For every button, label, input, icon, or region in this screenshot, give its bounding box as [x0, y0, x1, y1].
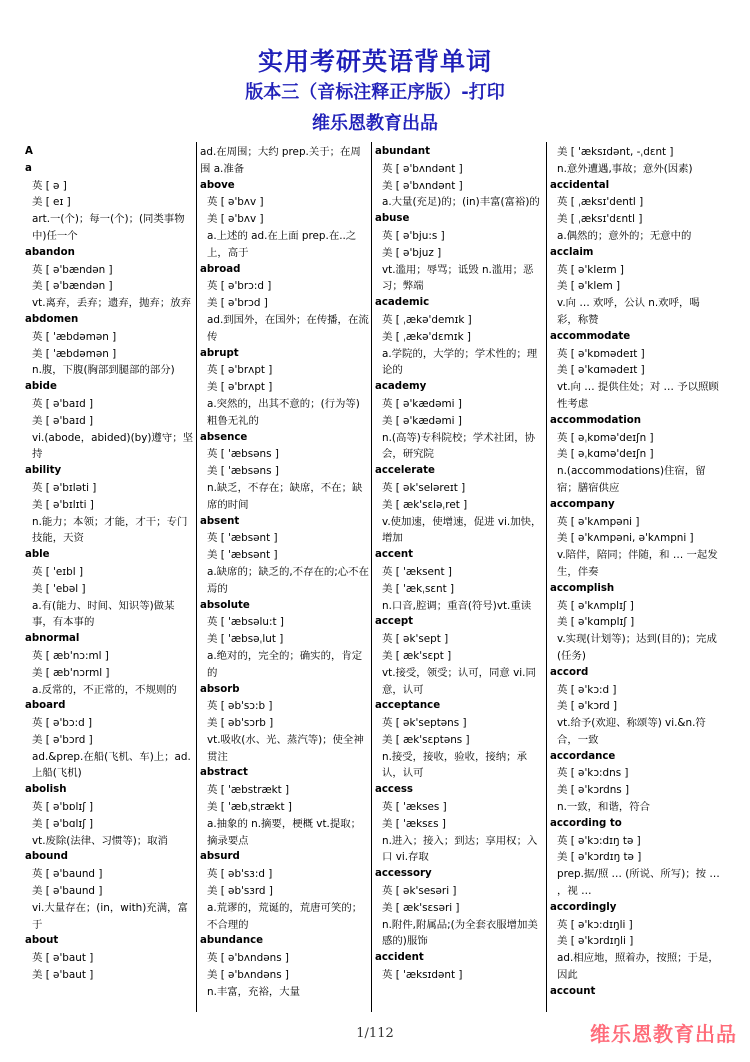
definition: n.一致，和谐，符合	[557, 801, 651, 814]
pronunciation: 英 [ əb'sɔ:b ]	[207, 700, 273, 713]
pronunciation: 美 [ ə'kædəmi ]	[382, 414, 462, 427]
definition: vi.(abode，abided)(by)遵守；坚持	[32, 431, 193, 461]
headword: according to	[550, 817, 622, 829]
pronunciation: 美 [ ə'kɔrdɪŋ tə ]	[557, 851, 642, 864]
headword: abandon	[25, 246, 75, 258]
pronunciation: 英 [ 'æbsənt ]	[207, 532, 278, 545]
headword: absorb	[200, 683, 240, 695]
pronunciation: 英 [ 'æbsəlu:t ]	[207, 616, 284, 629]
pronunciation: 英 [ 'æbsəns ]	[207, 448, 279, 461]
pronunciation: 英 [ 'æbstrækt ]	[207, 784, 290, 797]
definition: a.有(能力、时间、知识等)做某事，有本事的	[32, 599, 175, 629]
definition: n.(高等)专科院校；学术社团，协会，研究院	[382, 431, 536, 461]
document-title: 实用考研英语背单词	[257, 47, 492, 76]
pronunciation: 英 [ ə'kɒmədeɪt ]	[557, 347, 645, 360]
definition: n.腹，下腹(胸部到腿部的部分)	[32, 364, 175, 377]
pronunciation: 美 [ 'æbsənt ]	[207, 549, 278, 562]
headword: abundance	[200, 935, 264, 947]
headword: accordingly	[550, 901, 617, 913]
headword: accord	[550, 666, 589, 678]
pronunciation: 英 [ ə'baɪd ]	[32, 397, 94, 410]
headword: accordance	[550, 750, 616, 762]
column-divider	[371, 142, 372, 1012]
headword: access	[375, 784, 413, 796]
definition: ad.在周围；大约 prep.关于；在周围 a.准备	[200, 146, 361, 175]
pronunciation: 英 [ ə'bændən ]	[32, 263, 113, 276]
pronunciation: 英 [ ə ]	[32, 179, 67, 192]
document-subtitle: 版本三（音标注释正序版）-打印	[245, 82, 505, 103]
pronunciation: 美 [ ə'kɑmplɪʃ ]	[557, 616, 635, 629]
vocab-column-3	[375, 144, 545, 1012]
pronunciation: 美 [ əˌkɑmə'deɪʃn ]	[557, 448, 654, 461]
pronunciation: 英 [ ə'bʌndənt ]	[382, 162, 463, 175]
definition: v.实现(计划等)；达到(目的)；完成(任务)	[557, 633, 717, 662]
definition: n.能力；本领；才能，才干；专门技能，天资	[32, 515, 188, 545]
pronunciation: 英 [ 'eɪbl ]	[32, 565, 83, 578]
definition: vt.向 … 提供住处；对 … 予以照顾性考虑	[557, 381, 719, 410]
pronunciation: 美 [ ə'kʌmpəni, ə'kʌmpni ]	[557, 532, 694, 545]
definition: n.进入；接入；到达；享用权；入口 vi.存取	[382, 834, 538, 864]
pronunciation: 美 [ ə'baɪd ]	[32, 414, 94, 427]
pronunciation: 英 [ əb'sɜ:d ]	[207, 868, 273, 881]
pronunciation: 英 [ ə'bʌv ]	[207, 196, 264, 209]
pronunciation: 英 [ ə'brʌpt ]	[207, 364, 273, 377]
pronunciation: 英 [ ə'baund ]	[32, 868, 103, 881]
pronunciation: 美 [ 'æbsəns ]	[207, 465, 279, 478]
pronunciation: 美 [ ə'bɔrd ]	[32, 733, 93, 746]
pronunciation: 英 [ ə'bɪləti ]	[32, 481, 97, 494]
headword: abnormal	[25, 633, 80, 645]
headword: able	[25, 549, 50, 561]
pronunciation: 英 [ ə'kɔ:d ]	[557, 683, 617, 696]
pronunciation: 美 [ æk'sɛləˌret ]	[382, 498, 468, 511]
definition: ad.&prep.在船(飞机、车)上；ad.上船(飞机)	[32, 750, 191, 780]
pronunciation: 美 [ ə'kɔrd ]	[557, 700, 618, 713]
definition: a.偶然的；意外的；无意中的	[557, 229, 692, 242]
definition: vt.离弃，丢弃；遗弃，抛弃；放弃	[32, 297, 191, 310]
headword: accomplish	[550, 582, 615, 594]
definition: a.抽象的 n.摘要，梗概 vt.提取；摘录要点	[207, 817, 361, 847]
headword: academic	[375, 297, 430, 309]
pronunciation: 美 [ ə'kɑmədeɪt ]	[557, 364, 645, 377]
pronunciation: 美 [ ə'klem ]	[557, 280, 621, 293]
pronunciation: 美 [ ə'bʌv ]	[207, 213, 264, 226]
pronunciation: 英 [ ə'kɔ:dɪŋ tə ]	[557, 834, 641, 847]
headword: absurd	[200, 851, 240, 863]
definition: n.意外遭遇,事故；意外(因素)	[557, 162, 693, 175]
vocab-column-2	[200, 144, 370, 1012]
pronunciation: 美 [ ˌæksɪ'dɛntl ]	[557, 213, 643, 226]
definition: a.突然的，出其不意的；(行为等)粗鲁无礼的	[207, 397, 360, 427]
headword: about	[25, 935, 59, 947]
pronunciation: 英 [ ək'septəns ]	[382, 717, 467, 730]
definition: vi.大量存在；(in，with)充满，富于	[32, 901, 188, 931]
definition: a.学院的，大学的；学术性的；理论的	[382, 347, 538, 377]
pronunciation: 英 [ əˌkɒmə'deɪʃn ]	[557, 431, 654, 444]
definition: n.丰富，充裕，大量	[207, 985, 301, 998]
definition: vt.吸收(水、光、蒸汽等)；使全神贯注	[207, 733, 364, 763]
headword: abuse	[375, 213, 410, 225]
headword: abolish	[25, 784, 67, 796]
pronunciation: 英 [ ək'seləreɪt ]	[382, 481, 466, 494]
definition: vt.滥用；辱骂；诋毁 n.滥用；恶习；弊端	[382, 263, 534, 293]
pronunciation: 英 [ ə'bʌndəns ]	[207, 952, 289, 965]
pronunciation: 美 [ 'æbsəˌlut ]	[207, 633, 284, 646]
definition: v.陪伴，陪同；伴随，和 … 一起发生，伴奏	[557, 549, 718, 578]
headword: abstract	[200, 767, 248, 779]
headword: academy	[375, 381, 427, 393]
pronunciation: 美 [ 'ækˌsɛnt ]	[382, 582, 455, 595]
pronunciation: 美 [ æk'sɛptəns ]	[382, 733, 470, 746]
definition: a.反常的，不正常的，不规则的	[32, 683, 177, 696]
pronunciation: 英 [ 'æbdəmən ]	[32, 330, 117, 343]
pronunciation: 美 [ ə'brʌpt ]	[207, 381, 273, 394]
pronunciation: 英 [ ək'sept ]	[382, 633, 449, 646]
publisher-line: 维乐恩教育出品	[312, 113, 438, 134]
definition: a.荒谬的，荒诞的，荒唐可笑的；不合理的	[207, 901, 363, 931]
definition: ad.到国外，在国外；在传播，在流传	[207, 313, 369, 343]
pronunciation: 美 [ æk'sɛsəri ]	[382, 901, 460, 914]
definition: n.缺乏，不存在；缺席，不在；缺席的时间	[207, 481, 363, 511]
pronunciation: 美 [ ə'baund ]	[32, 885, 103, 898]
definition: vt.接受，领受；认可，同意 vi.同意，认可	[382, 666, 536, 696]
headword: account	[550, 985, 596, 997]
pronunciation: 英 [ ə'brɔ:d ]	[207, 280, 272, 293]
pronunciation: 英 [ ə'baut ]	[32, 952, 94, 965]
definition: v.使加速，使增速，促进 vi.加快，增加	[382, 515, 542, 545]
definition: n.附件,附属品;(为全套衣服增加美感的)服饰	[382, 918, 538, 948]
headword: abroad	[200, 263, 241, 275]
definition: n.(accommodations)住宿，留宿；膳宿供应	[557, 465, 706, 494]
definition: a.大量(充足)的；(in)丰富(富裕)的	[382, 196, 540, 209]
headword: accent	[375, 549, 413, 561]
headword: accident	[375, 952, 424, 964]
headword: accommodate	[550, 330, 631, 342]
pronunciation: 英 [ ə'kɔ:dɪŋli ]	[557, 918, 633, 931]
pronunciation: 美 [ ə'baut ]	[32, 969, 94, 982]
pronunciation: 英 [ ə'bɔ:d ]	[32, 717, 93, 730]
pronunciation: 美 [ ə'kɔrdɪŋli ]	[557, 935, 634, 948]
vocab-column-1	[25, 144, 193, 1012]
pronunciation: 美 [ ə'bɑlɪʃ ]	[32, 817, 94, 830]
pronunciation: 美 [ eɪ ]	[32, 196, 71, 209]
pronunciation: 英 [ ə'kʌmplɪʃ ]	[557, 599, 634, 612]
pronunciation: 美 [ æb'nɔrml ]	[32, 666, 110, 679]
pronunciation: 美 [ ə'brɔd ]	[207, 297, 268, 310]
headword: abrupt	[200, 347, 239, 359]
headword: absent	[200, 515, 240, 527]
definition: vt.废除(法律、习惯等)；取消	[32, 834, 168, 847]
pronunciation: 英 [ ə'bɒlɪʃ ]	[32, 801, 94, 814]
headword: absence	[200, 431, 248, 443]
headword: abound	[25, 851, 68, 863]
headword: above	[200, 179, 235, 191]
pronunciation: 英 [ ək'sesəri ]	[382, 885, 457, 898]
pronunciation: 美 [ ə'bjuz ]	[382, 246, 442, 259]
pronunciation: 美 [ ˌækə'dɛmɪk ]	[382, 330, 471, 343]
headword: absolute	[200, 599, 250, 611]
headword: accelerate	[375, 465, 435, 477]
page-number: 1/112	[356, 1026, 394, 1041]
pronunciation: 美 [ 'æksɪdənt, -ˌdɛnt ]	[557, 146, 674, 158]
pronunciation: 美 [ 'æbˌstrækt ]	[207, 801, 292, 814]
definition: n.接受，接收，验收，接纳；承认，认可	[382, 750, 527, 780]
headword: abdomen	[25, 313, 79, 325]
headword: accept	[375, 616, 414, 628]
pronunciation: 美 [ 'æksɛs ]	[382, 817, 446, 830]
headword: acclaim	[550, 246, 594, 258]
pronunciation: 英 [ ə'bju:s ]	[382, 229, 445, 242]
pronunciation: 美 [ ə'kɔrdns ]	[557, 784, 630, 797]
pronunciation: 英 [ ə'kleɪm ]	[557, 263, 624, 276]
headword: abide	[25, 381, 57, 393]
pronunciation: 英 [ ə'kɔ:dns ]	[557, 767, 629, 780]
pronunciation: 美 [ ə'bʌndənt ]	[382, 179, 463, 192]
pronunciation: 英 [ 'æksɪdənt ]	[382, 969, 463, 982]
definition: art.一(个)；每一(个)；(同类事物中)任一个	[32, 213, 185, 242]
pronunciation: 美 [ ə'bændən ]	[32, 280, 113, 293]
definition: a.上述的 ad.在上面 prep.在..之上，高于	[207, 229, 357, 259]
pronunciation: 美 [ əb'sɜrd ]	[207, 885, 273, 898]
pronunciation: 美 [ æk'sɛpt ]	[382, 649, 452, 662]
pronunciation: 英 [ 'ækses ]	[382, 801, 447, 814]
definition: n.口音,腔调；重音(符号)vt.重读	[382, 599, 532, 612]
pronunciation: 美 [ əb'sɔrb ]	[207, 717, 274, 730]
pronunciation: 英 [ 'æksent ]	[382, 565, 452, 578]
headword: accompany	[550, 498, 615, 510]
definition: v.向 … 欢呼，公认 n.欢呼，喝彩，称赞	[557, 297, 700, 326]
headword: acceptance	[375, 700, 441, 712]
pronunciation: 英 [ ə'kʌmpəni ]	[557, 515, 640, 528]
column-divider	[546, 142, 547, 1012]
headword: accidental	[550, 179, 610, 191]
pronunciation: 美 [ ə'bɪlɪti ]	[32, 498, 94, 511]
pronunciation: 美 [ 'ebəl ]	[32, 582, 86, 595]
headword: ability	[25, 465, 62, 477]
headword: accommodation	[550, 414, 641, 426]
headword: aboard	[25, 700, 66, 712]
pronunciation: 英 [ ə'kædəmi ]	[382, 397, 462, 410]
section-letter: A	[25, 146, 33, 157]
headword: a	[25, 162, 32, 174]
column-divider	[196, 142, 197, 1012]
definition: a.绝对的，完全的；确实的，肯定的	[207, 649, 363, 679]
pronunciation: 英 [ ˌækə'demɪk ]	[382, 313, 472, 326]
vocab-column-4	[550, 144, 720, 1012]
pronunciation: 英 [ ˌæksɪ'dentl ]	[557, 196, 644, 209]
definition: a.缺席的；缺乏的,不存在的;心不在焉的	[207, 565, 369, 595]
pronunciation: 美 [ 'æbdəmən ]	[32, 347, 117, 360]
definition: prep.据/照 … (所说、所写)；按 … ，视 …	[557, 868, 720, 898]
headword: abundant	[375, 146, 430, 157]
pronunciation: 英 [ æb'nɔ:ml ]	[32, 649, 109, 662]
headword: accessory	[375, 868, 432, 880]
definition: vt.给予(欢迎、称颂等) vi.&n.符合，一致	[557, 717, 706, 746]
pronunciation: 美 [ ə'bʌndəns ]	[207, 969, 289, 982]
publisher-watermark: 维乐恩教育出品	[590, 1022, 737, 1046]
definition: ad.相应地，照着办，按照；于是，因此	[557, 952, 719, 982]
